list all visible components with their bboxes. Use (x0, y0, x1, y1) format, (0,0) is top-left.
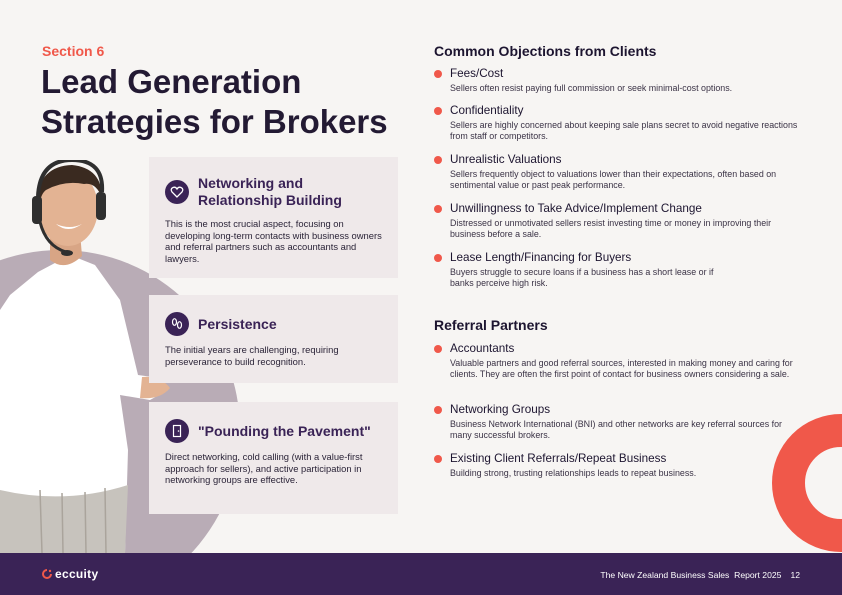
list-item (434, 202, 804, 251)
page-number: 12 (790, 570, 800, 580)
list-item (434, 452, 804, 489)
referrals-heading: Referral Partners (434, 317, 548, 333)
objections-heading: Common Objections from Clients (434, 43, 657, 59)
handshake-heart-icon (165, 180, 189, 204)
item-title: Fees/Cost (450, 67, 504, 80)
card-text: The initial years are challenging, requiring perseverance to build recognition. (165, 344, 339, 367)
list-item (434, 153, 804, 202)
item-text: Valuable partners and good referral sources, interested in making money and caring for clients. They are often the first point of contact for business owners considering a sale. (450, 358, 793, 379)
list-item (434, 67, 804, 104)
card-persistence (149, 295, 398, 383)
section-label: Section 6 (42, 43, 105, 59)
list-item (434, 403, 804, 452)
item-title: Networking Groups (450, 403, 551, 416)
bullet-icon (434, 455, 442, 463)
bullet-icon (434, 345, 442, 353)
item-text: Business Network International (BNI) and other networks are key referral sources for many successful brokers. (450, 419, 782, 440)
card-title: Networking and Relationship Building (198, 175, 342, 208)
item-text: Building strong, trusting relationships leads to repeat business. (450, 468, 697, 478)
referrals-list (434, 342, 804, 489)
logo-mark-icon (42, 569, 52, 579)
card-text: Direct networking, cold calling (with a value-first approach for sellers), and active participation in networking groups are effective. (165, 451, 363, 486)
bullet-icon (434, 156, 442, 164)
item-text: Sellers are highly concerned about keeping sale plans secret to avoid negative reactions from staff or competitors. (450, 120, 798, 141)
list-item (434, 342, 804, 403)
bullet-icon (434, 406, 442, 414)
card-title: Persistence (198, 315, 277, 332)
item-text: Sellers frequently object to valuations lower than their expectations, often based on sentimental value or past peak performance. (450, 169, 777, 190)
card-title: "Pounding the Pavement" (198, 422, 371, 439)
list-item (434, 251, 804, 300)
item-title: Accountants (450, 342, 515, 355)
item-title: Confidentiality (450, 104, 524, 117)
bullet-icon (434, 205, 442, 213)
item-text: Sellers often resist paying full commission or seek minimal-cost options. (450, 83, 733, 93)
footprints-icon (165, 312, 189, 336)
item-title: Lease Length/Financing for Buyers (450, 251, 632, 264)
item-text: Distressed or unmotivated sellers resist investing time or money in improving their business before a sale. (450, 218, 772, 239)
item-title: Unwillingness to Take Advice/Implement Change (450, 202, 702, 215)
door-icon (165, 419, 189, 443)
item-title: Existing Client Referrals/Repeat Business (450, 452, 667, 465)
item-text: Buyers struggle to secure loans if a business has a short lease or if banks perceive high risk. (450, 267, 714, 288)
logo (42, 567, 98, 581)
card-pounding-pavement (149, 402, 398, 514)
report-name: The New Zealand Business Sales Report 2025 (600, 570, 782, 580)
bullet-icon (434, 107, 442, 115)
bullet-icon (434, 70, 442, 78)
list-item (434, 104, 804, 153)
bullet-icon (434, 254, 442, 262)
card-text: This is the most crucial aspect, focusing on developing long-term contacts with business owners and referral partners such as accountants and lawyers. (165, 218, 382, 264)
page-title: Lead Generation Strategies for Brokers (41, 63, 388, 140)
item-title: Unrealistic Valuations (450, 153, 562, 166)
footer (0, 553, 842, 595)
footer-text (600, 570, 800, 580)
logo-text: eccuity (55, 567, 99, 581)
objections-list (434, 67, 804, 300)
card-networking (149, 157, 398, 278)
